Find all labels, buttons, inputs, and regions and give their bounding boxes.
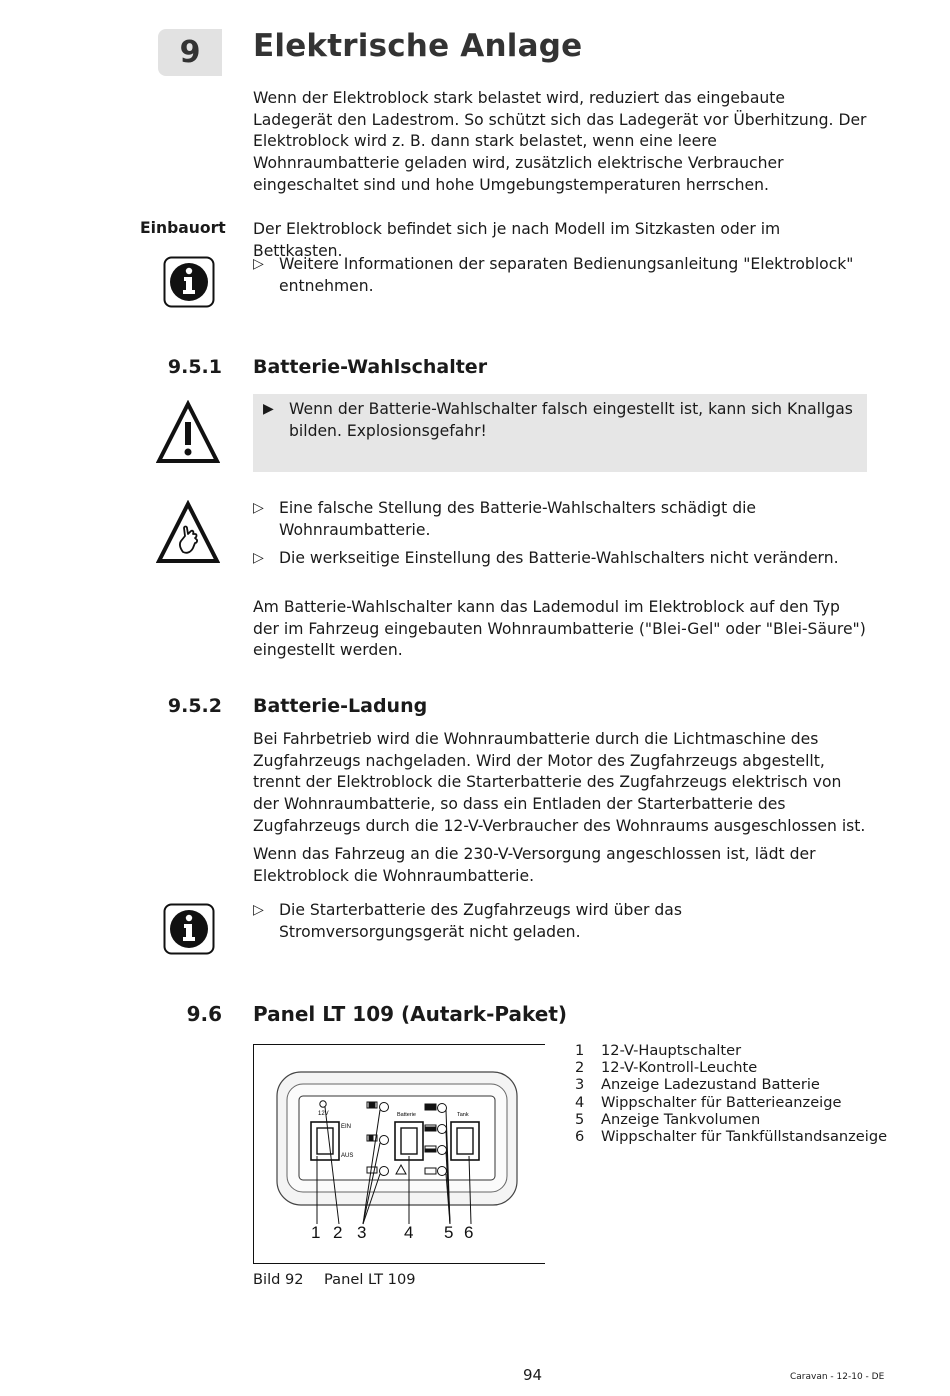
danger-note: ▶ Wenn der Batterie-Wahlschalter falsch eingestellt ist, kann sich Knallgas bilden. Explosionsgefahr! <box>263 399 853 442</box>
figure-legend <box>575 1042 887 1145</box>
legend-item: 6 Wippschalter für Tankfüllstandsanzeige <box>575 1128 888 1146</box>
einbauort-text: Der Elektroblock befindet sich je nach Modell im Sitzkasten oder im Bettkasten. <box>253 220 781 260</box>
info-icon <box>163 903 215 955</box>
document-id: Caravan - 12-10 - DE <box>790 1372 885 1382</box>
einbauort-label: Einbauort <box>140 219 226 237</box>
triangle-outline-icon: ▷ <box>253 902 264 918</box>
callout-3: 3 <box>357 1223 367 1242</box>
figure-caption-text: Panel LT 109 <box>324 1271 416 1288</box>
info-icon <box>163 256 215 308</box>
info-note-1: ▷ Weitere Informationen der separaten Bedienungsanleitung "Elektroblock" entnehmen. <box>253 254 867 297</box>
panel-figure <box>253 1044 545 1264</box>
triangle-outline-icon: ▷ <box>253 550 264 566</box>
triangle-filled-icon: ▶ <box>263 401 274 417</box>
label-aus: AUS <box>341 1153 354 1159</box>
tank-rocker-switch <box>451 1122 479 1160</box>
figure-caption-number: Bild 92 <box>253 1271 304 1288</box>
section-number-951: 9.5.1 <box>167 356 222 378</box>
caution-hand-icon <box>156 500 220 564</box>
label-12v: 12V <box>318 1111 329 1117</box>
chapter-number: 9 <box>158 29 222 76</box>
caution-note-2: ▷ Die werkseitige Einstellung des Batterie-Wahlschalters nicht verändern. <box>253 548 867 570</box>
callout-4: 4 <box>404 1223 414 1242</box>
legend-item: 3 Anzeige Ladezustand Batterie <box>575 1076 820 1094</box>
main-switch <box>311 1122 339 1160</box>
chapter-title: Elektrische Anlage <box>253 28 583 64</box>
page-number: 94 <box>523 1366 543 1384</box>
section-title-951: Batterie-Wahlschalter <box>253 356 488 378</box>
intro-paragraph: Wenn der Elektroblock stark belastet wird, reduziert das eingebaute Ladegerät den Ladestrom. So schützt sich das Ladegerät vor Überhitzung. Der Elektroblock wird z. B. dann stark belastet, wenn eine leere Wohnraumbatterie geladen wird, zusätzlich elektrische Verbraucher eingeschaltet sind und hohe Umgebungstemperaturen herrschen. <box>253 89 867 194</box>
legend-item: 5 Anzeige Tankvolumen <box>575 1110 761 1128</box>
legend-item: 1 12-V-Hauptschalter <box>575 1042 742 1059</box>
callout-6: 6 <box>464 1223 474 1242</box>
sec951-paragraph: Am Batterie-Wahlschalter kann das Lademodul im Elektroblock auf den Typ der im Fahrzeug eingebauten Wohnraumbatterie ("Blei-Gel" oder "Blei-Säure") eingestellt werden. <box>253 598 866 660</box>
sec952-paragraph-2: Wenn das Fahrzeug an die 230-V-Versorgung angeschlossen ist, lädt der Elektroblock die Wohnraumbatterie. <box>253 845 816 885</box>
danger-warning-icon <box>156 400 220 464</box>
legend-item: 4 Wippschalter für Batterieanzeige <box>575 1093 842 1111</box>
label-ein: EIN <box>341 1124 352 1130</box>
section-number-952: 9.5.2 <box>167 695 222 717</box>
callout-5: 5 <box>444 1223 454 1242</box>
section-title-952: Batterie-Ladung <box>253 695 428 717</box>
label-tank: Tank <box>457 1112 469 1118</box>
callout-2: 2 <box>333 1223 343 1242</box>
section-number-96: 9.6 <box>186 1002 222 1026</box>
label-batterie: Batterie <box>397 1112 416 1118</box>
callout-1: 1 <box>311 1223 321 1242</box>
info-note-2: ▷ Die Starterbatterie des Zugfahrzeugs wird über das Stromversorgungsgerät nicht geladen. <box>253 900 867 943</box>
section-title-96: Panel LT 109 (Autark-Paket) <box>253 1002 568 1026</box>
battery-rocker-switch <box>395 1122 423 1160</box>
legend-item: 2 12-V-Kontroll-Leuchte <box>575 1059 758 1077</box>
triangle-outline-icon: ▷ <box>253 500 264 516</box>
sec952-paragraph-1: Bei Fahrbetrieb wird die Wohnraumbatterie durch die Lichtmaschine des Zugfahrzeugs nachgeladen. Wird der Motor des Zugfahrzeugs abgestellt, trennt der Elektroblock die Starterbatterie des Zugfahrzeugs elektrisch von der Wohnraumbatterie, so dass ein Entladen der Starterbatterie des Zugfahrzeugs durch die 12-V-Verbraucher des Wohnraums ausgeschlossen ist. <box>253 730 866 835</box>
triangle-outline-icon: ▷ <box>253 256 264 272</box>
caution-note-1: ▷ Eine falsche Stellung des Batterie-Wahlschalters schädigt die Wohnraumbatterie. <box>253 498 867 541</box>
